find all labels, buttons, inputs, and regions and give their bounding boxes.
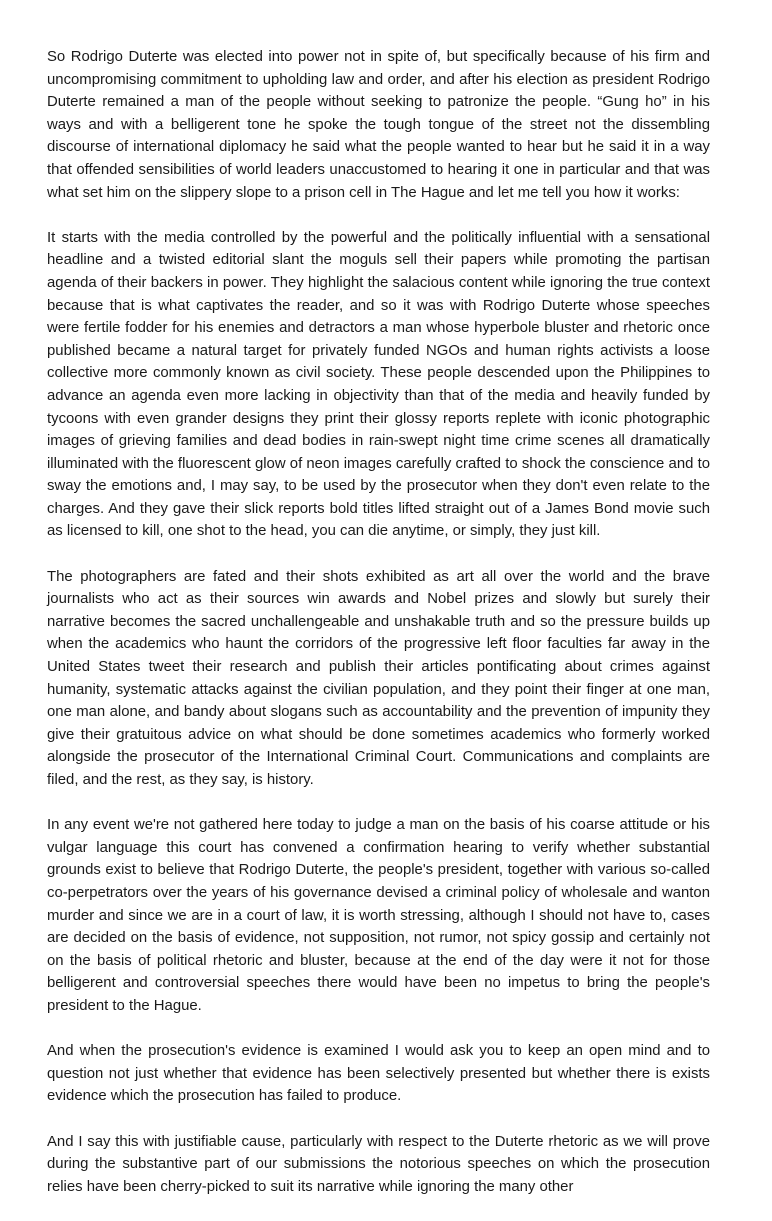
paragraph-3: The photographers are fated and their shots exhibited as art all over the world and the brave journalists who act as their sources win awards and Nobel prizes and slowly but surely their narrative becomes the sacred unchallengeable and unshakable truth and so the pressure builds up when the academics who haunt the corridors of the progressive left floor faculties far away in the United States tweet their research and publish their articles pontificating about crimes against humanity, systematic attacks against the civilian population, and they point their finger at one man, one man alone, and bandy about slogans such as accountability and the prevention of impunity they give their gratuitous advice on what should be done sometimes academics who formerly worked alongside the prosecutor of the International Criminal Court. Communications and complaints are filed, and the rest, as they say, is history. xyxy=(47,568,710,788)
paragraph-6: And I say this with justifiable cause, particularly with respect to the Duterte rhetoric as we will prove during the substantive part of our submissions the notorious speeches on which the prosecution relies have been cherry-picked to suit its narrative while ignoring the many other xyxy=(47,1133,710,1195)
paragraph-1: So Rodrigo Duterte was elected into power not in spite of, but specifically because of his firm and uncompromising commitment to upholding law and order, and after his election as president Rodrigo Duterte remained a man of the people without seeking to patronize the people. “Gung ho” in his ways and with a belligerent tone he spoke the tough tongue of the street not the dissembling discourse of international diplomacy he said what the people wanted to hear but he said it in a way that offended sensibilities of world leaders unaccustomed to hearing it one in particular and that was what set him on the slippery slope to a prison cell in The Hague and let me tell you how it works: xyxy=(47,49,710,201)
paragraph-4: In any event we're not gathered here today to judge a man on the basis of his coarse attitude or his vulgar language this court has convened a confirmation hearing to verify whether substantial grounds exist to believe that Rodrigo Duterte, the people's president, together with various so-called co-perpetrators over the years of his governance devised a criminal policy of wholesale and wanton murder and since we are in a court of law, it is worth stressing, although I should not have to, cases are decided on the basis of evidence, not supposition, not rumor, not spicy gossip and certainly not on the basis of political rhetoric and bluster, because at the end of the day were it not for those belligerent and controversial speeches there would have been no impetus to bring the people's president to the Hague. xyxy=(47,817,710,1014)
paragraph-5: And when the prosecution's evidence is examined I would ask you to keep an open mind and to question not just whether that evidence has been selectively presented but whether there is exists evidence which the prosecution has failed to produce. xyxy=(47,1043,710,1105)
document-page xyxy=(47,46,710,1221)
paragraph-2: It starts with the media controlled by the powerful and the politically influential with a sensational headline and a twisted editorial slant the moguls sell their papers while promoting the partisan agenda of their backers in power. They highlight the salacious content while ignoring the true context because that is what captivates the reader, and so it was with Rodrigo Duterte whose speeches were fertile fodder for his enemies and detractors a man whose hyperbole bluster and rhetoric once published became a natural target for privately funded NGOs and human rights activists a loose collective more commonly known as civil society. These people descended upon the Philippines to advance an agenda even more lacking in objectivity than that of the media and heavily funded by tycoons with even grander designs they print their glossy reports replete with iconic photographic images of grieving families and dead bodies in rain-swept night time crime scenes all dramatically illuminated with the fluorescent glow of neon images carefully crafted to shock the conscience and to sway the emotions and, I may say, to be used by the prosecutor when they don't even relate to the charges. And they gave their slick reports bold titles lifted straight out of a James Bond movie such as licensed to kill, one shot to the head, you can die anytime, or simply, they just kill. xyxy=(47,229,710,540)
